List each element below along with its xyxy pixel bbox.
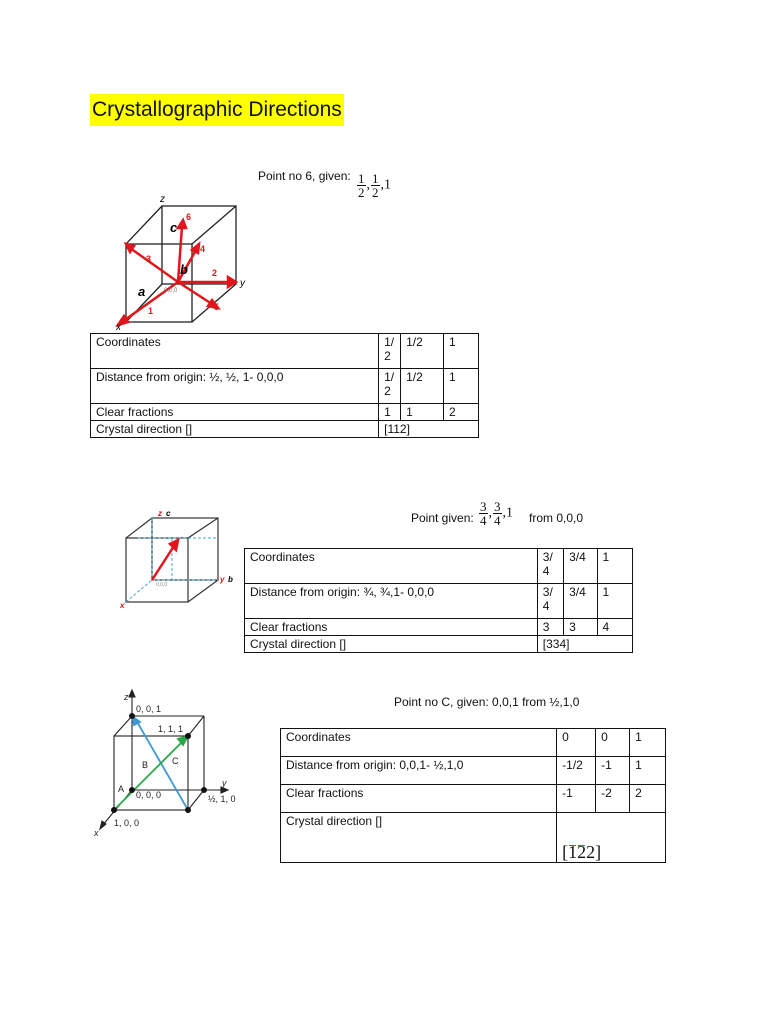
- table-cell: 3: [537, 619, 563, 636]
- point-111-label: 1, 1, 1: [158, 724, 184, 734]
- label-b: b: [180, 262, 188, 277]
- table-row: [91, 369, 479, 404]
- table-cell: 1/2: [401, 369, 444, 404]
- axis-z-label: z: [160, 194, 165, 205]
- cube-figure-3: [92, 690, 242, 840]
- axis-y-label: y: [220, 575, 225, 584]
- table-cell: 3/4: [537, 584, 563, 619]
- label-B: B: [142, 760, 149, 770]
- axis-x-label: x: [116, 322, 121, 333]
- table-cell: 1: [597, 549, 632, 584]
- table-cell: Distance from origin: 0,0,1- ½,1,0: [281, 757, 557, 785]
- table-row: [281, 813, 666, 863]
- table-cell: 2: [444, 404, 479, 421]
- table-cell: 0: [596, 729, 630, 757]
- table-cell: -2: [596, 785, 630, 813]
- table-3: [280, 728, 666, 863]
- table-cell: 1/2: [379, 334, 401, 369]
- cube-figure-2: [112, 510, 242, 610]
- table-row: [245, 584, 633, 619]
- table-cell: Distance from origin: ½, ½, 1- 0,0,0: [91, 369, 379, 404]
- table-cell: 2: [630, 785, 666, 813]
- table-row: [91, 334, 479, 369]
- table-cell: 4: [597, 619, 632, 636]
- origin-label: 0,0,0: [156, 582, 168, 588]
- axis-y-label: y: [240, 278, 245, 289]
- table-row: [245, 619, 633, 636]
- page-title: Crystallographic Directions: [90, 94, 344, 126]
- table-1: [90, 333, 479, 438]
- table-cell: Crystal direction []: [91, 421, 379, 438]
- fraction: $\frac{3}{4}$: [480, 499, 487, 528]
- table-cell: 1: [444, 369, 479, 404]
- fraction: $\frac{1}{2}$: [372, 171, 379, 200]
- table-cell: 1: [444, 334, 479, 369]
- table-cell: Crystal direction []: [245, 636, 538, 653]
- table-cell: Distance from origin: ¾, ¾,1- 0,0,0: [245, 584, 538, 619]
- table-cell: [112]: [379, 421, 479, 438]
- section2-given-math: $\frac{3}{4}$ , $\frac{3}{4}$ ,1: [480, 499, 513, 528]
- table-row: [245, 636, 633, 653]
- table-cell: 1: [630, 729, 666, 757]
- label-A: A: [118, 784, 125, 794]
- table-cell: Clear fractions: [245, 619, 538, 636]
- table-cell: [334]: [537, 636, 632, 653]
- point-001-label: 0, 0, 1: [136, 704, 162, 714]
- arrow-label-1: 1: [148, 306, 154, 316]
- table-cell: 1: [597, 584, 632, 619]
- table-cell: -1/2: [557, 757, 596, 785]
- table-cell: Crystal direction []: [281, 813, 557, 863]
- label-C: C: [172, 756, 179, 766]
- fraction: $\frac{3}{4}$: [494, 499, 501, 528]
- axis-z-label: z: [124, 692, 129, 702]
- origin-label: 0,0,0: [164, 288, 178, 294]
- table-row: [281, 785, 666, 813]
- table-cell: Coordinates: [281, 729, 557, 757]
- section1-given: [258, 168, 351, 184]
- axis-z-label: z: [158, 509, 162, 518]
- table-cell: -1: [557, 785, 596, 813]
- cube-figure-1: [112, 192, 252, 332]
- given-label: Point given:: [411, 511, 474, 525]
- crystal-direction-value: [122]: [562, 842, 602, 862]
- axis-y-label: y: [222, 778, 227, 788]
- table-2: [244, 548, 633, 653]
- table-cell: Clear fractions: [91, 404, 379, 421]
- crystal-direction-cell: [557, 813, 666, 863]
- section2-given-suffix: from 0,0,0: [529, 511, 584, 525]
- point-half-label: ½, 1, 0: [208, 794, 236, 804]
- table-cell: 0: [557, 729, 596, 757]
- table-row: [281, 729, 666, 757]
- table-cell: 3: [564, 619, 597, 636]
- table-cell: Coordinates: [245, 549, 538, 584]
- table-row: [91, 404, 479, 421]
- label-c: c: [170, 220, 178, 235]
- point-000-label: 0, 0, 0: [136, 790, 162, 800]
- arrow-label-6: 6: [186, 212, 192, 222]
- table-cell: 3/4: [564, 584, 597, 619]
- table-cell: 3/4: [564, 549, 597, 584]
- axis-x-label: x: [120, 601, 125, 610]
- table-cell: 1: [379, 404, 401, 421]
- table-cell: 3/4: [537, 549, 563, 584]
- table-cell: -1: [596, 757, 630, 785]
- point-100-label: 1, 0, 0: [114, 818, 140, 828]
- axis-c-label: c: [166, 509, 171, 518]
- section3-given: Point no C, given: 0,0,1 from ½,1,0: [394, 695, 580, 709]
- table-row: [245, 549, 633, 584]
- axis-x-label: x: [94, 828, 99, 838]
- table-cell: 1/2: [401, 334, 444, 369]
- arrow-label-5: 5: [214, 302, 220, 312]
- overbar-digit: 1: [568, 842, 578, 862]
- table-cell: Clear fractions: [281, 785, 557, 813]
- arrow-label-3: 3: [146, 254, 152, 264]
- table-cell: 1: [401, 404, 444, 421]
- arrow-label-2: 2: [212, 268, 218, 278]
- fraction: $\frac{1}{2}$: [358, 171, 365, 200]
- table-cell: 1: [630, 757, 666, 785]
- table-row: [281, 757, 666, 785]
- section2-given: [411, 510, 474, 526]
- given-label: Point no 6, given:: [258, 169, 351, 183]
- label-a: a: [138, 284, 146, 299]
- axis-b-label: b: [228, 575, 233, 584]
- overbar-digit: 2: [577, 842, 587, 862]
- table-cell: 1/2: [379, 369, 401, 404]
- table-row: [91, 421, 479, 438]
- table-cell: Coordinates: [91, 334, 379, 369]
- arrow-label-4: 4: [200, 244, 206, 254]
- section1-given-math: $\frac{1}{2}$ , $\frac{1}{2}$ ,1: [358, 171, 391, 200]
